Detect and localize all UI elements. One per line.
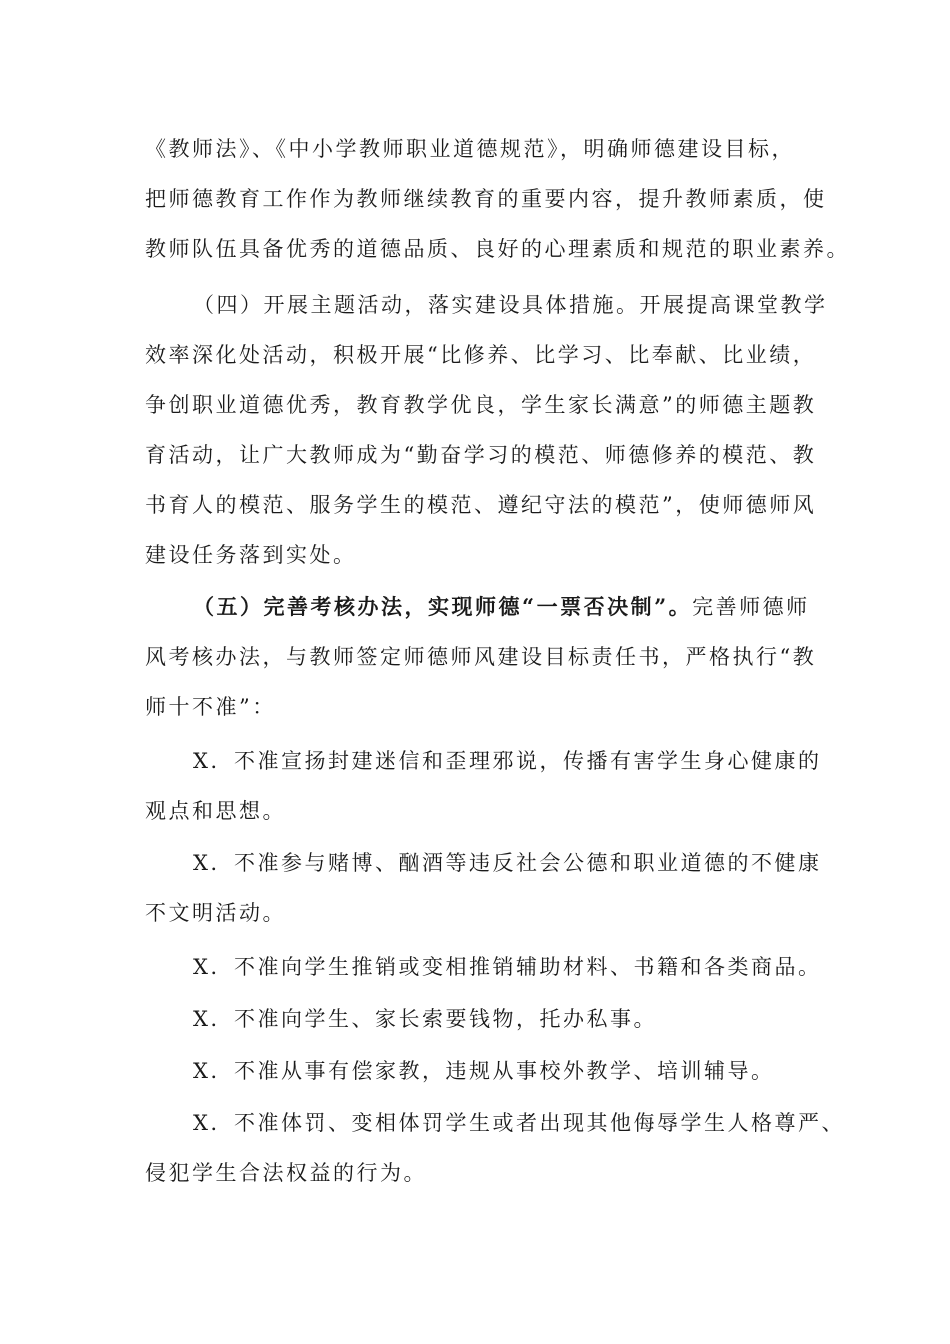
text-line: 《教师法》、《中小学教师职业道德规范》，明确师德建设目标， [145, 137, 795, 161]
text-line: 争创职业道德优秀，教育教学优良，学生家长满意”的师德主题教 [145, 393, 817, 417]
text-run: 完善师德师 [692, 595, 810, 619]
paragraph-section-four [145, 280, 828, 580]
text-line: 侵犯学生合法权益的行为。 [145, 1161, 427, 1185]
text-line: X．不准从事有偿家教，违规从事校外教学、培训辅导。 [193, 1059, 775, 1083]
text-line: 书育人的模范、服务学生的模范、遵纪守法的模范”，使师德师风 [145, 493, 817, 517]
section-heading-bold: （五）完善考核办法，实现师德“一票否决制”。 [193, 594, 693, 619]
text-line: 效率深化处活动，积极开展“比修养、比学习、比奉献、比业绩， [145, 343, 817, 367]
text-line: 教师队伍具备优秀的道德品质、良好的心理素质和规范的职业素养。 [145, 237, 850, 261]
text-line: X．不准参与赌博、酗酒等违反社会公德和职业道德的不健康 [193, 851, 822, 875]
list-item-rule-2 [145, 838, 822, 938]
list-item-rule-1 [145, 736, 822, 836]
text-line: X．不准向学生、家长索要钱物，托办私事。 [193, 1007, 657, 1031]
paragraph-section-five [145, 582, 815, 732]
text-line: 育活动，让广大教师成为“勤奋学习的模范、师德修养的模范、教 [145, 443, 817, 467]
text-line: （四）开展主题活动，落实建设具体措施。开展提高课堂教学 [193, 293, 828, 317]
text-line: 建设任务落到实处。 [145, 543, 357, 567]
list-item-rule-6 [145, 1098, 845, 1198]
list-item-rule-5 [145, 1046, 815, 1096]
text-line: 把师德教育工作作为教师继续教育的重要内容，提升教师素质，使 [145, 187, 827, 211]
text-line: 师十不准”： [145, 695, 276, 719]
text-line: X．不准宣扬封建迷信和歪理邪说，传播有害学生身心健康的 [193, 749, 822, 773]
text-line: X．不准向学生推销或变相推销辅助材料、书籍和各类商品。 [193, 955, 822, 979]
text-line [145, 582, 815, 632]
text-line: 不文明活动。 [145, 901, 286, 925]
text-line: 风考核办法，与教师签定师德师风建设目标责任书，严格执行“教 [145, 645, 817, 669]
paragraph-continuation [145, 124, 850, 274]
list-item-rule-4 [145, 994, 815, 1044]
text-line: X．不准体罚、变相体罚学生或者出现其他侮辱学生人格尊严、 [193, 1111, 845, 1135]
list-item-rule-3 [145, 942, 822, 992]
text-line: 观点和思想。 [145, 799, 286, 823]
